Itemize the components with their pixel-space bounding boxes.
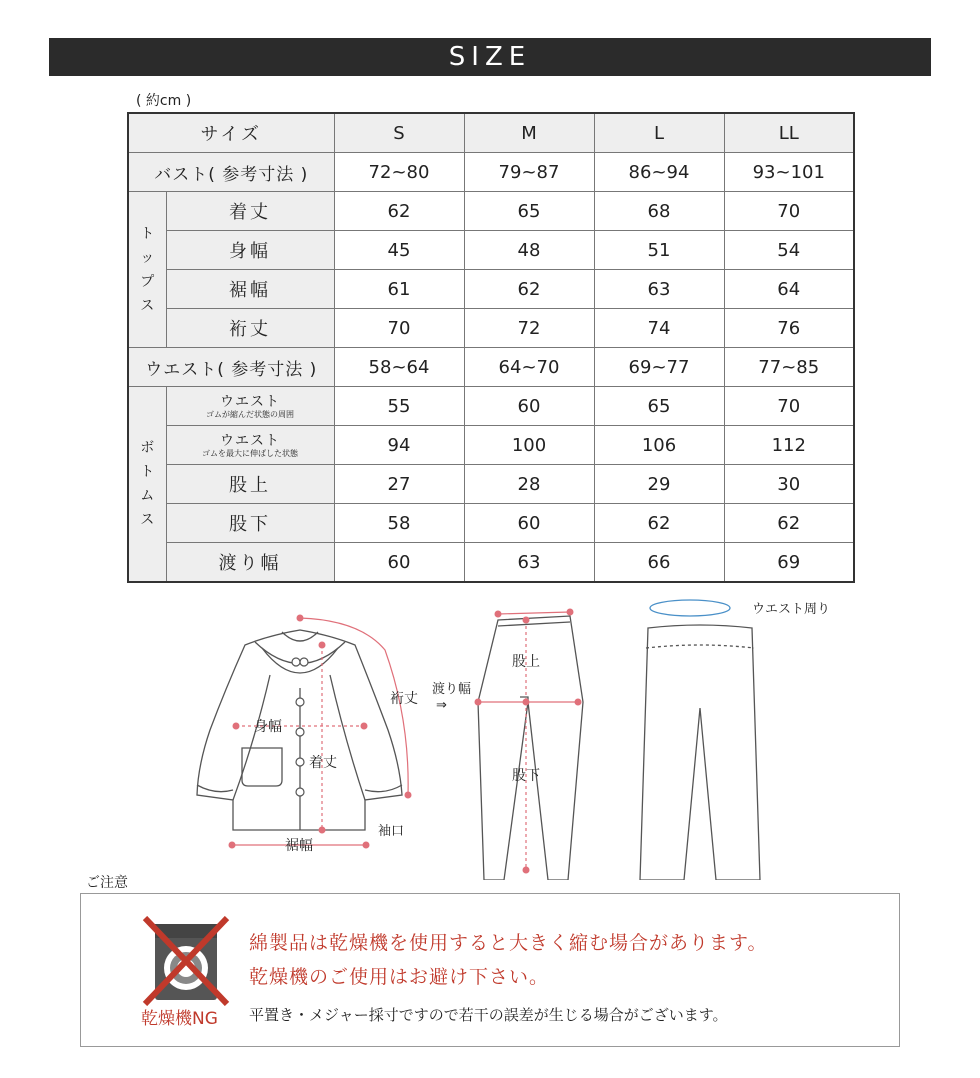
dryer-ng-icon: [141, 916, 231, 1006]
row-label-main: ウエスト: [220, 393, 280, 410]
diagram-watarihaba-label: 渡り幅: [432, 682, 472, 697]
row-label-sub: ゴムが縮んだ状態の周囲: [206, 409, 294, 419]
diagram-matashita-label: 股下: [512, 768, 540, 784]
table-cell: 76: [724, 309, 854, 348]
table-row: [128, 270, 854, 309]
table-cell: 93~101: [724, 153, 854, 192]
table-row: [128, 231, 854, 270]
row-label: 股下: [166, 504, 334, 543]
caution-box: [80, 893, 900, 1047]
row-label: [166, 426, 334, 465]
table-cell: 106: [594, 426, 724, 465]
diagram-matagami-label: 股上: [512, 654, 540, 670]
row-label-sub: ゴムを最大に伸ばした状態: [202, 448, 298, 458]
table-header-row: [128, 113, 854, 153]
table-cell: 55: [334, 387, 464, 426]
table-row: [128, 387, 854, 426]
table-cell: 64: [724, 270, 854, 309]
table-cell: 112: [724, 426, 854, 465]
diagram-waist-around-label: ウエスト周り: [752, 602, 831, 617]
header-size-l: L: [594, 113, 724, 153]
header-size-m: M: [464, 113, 594, 153]
table-row: [128, 426, 854, 465]
diagram-sodeguchi-label: 袖口: [378, 824, 405, 839]
size-table: [127, 112, 855, 583]
table-cell: 54: [724, 231, 854, 270]
table-cell: 69~77: [594, 348, 724, 387]
table-cell: 60: [464, 504, 594, 543]
table-row: [128, 504, 854, 543]
table-row: [128, 543, 854, 583]
table-row: [128, 192, 854, 231]
table-cell: 30: [724, 465, 854, 504]
table-cell: 27: [334, 465, 464, 504]
group-char: ム: [140, 488, 155, 504]
row-label: 裾幅: [166, 270, 334, 309]
table-cell: 58: [334, 504, 464, 543]
table-cell: 65: [594, 387, 724, 426]
table-cell: 61: [334, 270, 464, 309]
table-cell: 70: [724, 387, 854, 426]
diagram-mihaba-label: 身幅: [254, 719, 282, 735]
table-cell: 100: [464, 426, 594, 465]
table-cell: 48: [464, 231, 594, 270]
table-cell: 69: [724, 543, 854, 583]
row-label: 身幅: [166, 231, 334, 270]
table-cell: 65: [464, 192, 594, 231]
bust-row: [128, 153, 854, 192]
group-char: ス: [140, 297, 155, 314]
table-cell: 60: [334, 543, 464, 583]
table-cell: 62: [464, 270, 594, 309]
table-cell: 62: [594, 504, 724, 543]
size-banner: [49, 38, 931, 76]
caution-label: ご注意: [86, 875, 128, 891]
caution-message-1: 綿製品は乾燥機を使用すると大きく縮む場合があります。: [249, 932, 768, 954]
row-label: 股上: [166, 465, 334, 504]
table-cell: 63: [464, 543, 594, 583]
table-cell: 63: [594, 270, 724, 309]
header-size-s: S: [334, 113, 464, 153]
table-cell: 60: [464, 387, 594, 426]
table-cell: 62: [334, 192, 464, 231]
pants-measure-lines: [478, 612, 578, 870]
diagram-yuki-label: 裄丈: [390, 691, 418, 707]
unit-note: ( 約cm ): [136, 93, 192, 109]
table-cell: 72: [464, 309, 594, 348]
table-cell: 58~64: [334, 348, 464, 387]
measurement-diagram: [0, 590, 980, 880]
diagram-kitake-label: 着丈: [309, 755, 337, 771]
diagram-susohaba-label: 裾幅: [285, 838, 313, 854]
table-cell: 70: [724, 192, 854, 231]
header-size-label: サイズ: [128, 113, 334, 153]
table-cell: 51: [594, 231, 724, 270]
row-label-main: ウエスト: [220, 432, 280, 449]
caution-message-3: 平置き・メジャー採寸ですので若干の誤差が生じる場合がございます。: [249, 1006, 728, 1024]
bottoms-group-label: [128, 387, 166, 583]
caution-message-2: 乾燥機のご使用はお避け下さい。: [249, 966, 550, 988]
waist-row: [128, 348, 854, 387]
ng-label: 乾燥機NG: [141, 1009, 218, 1029]
table-cell: 79~87: [464, 153, 594, 192]
table-cell: 29: [594, 465, 724, 504]
table-row: [128, 309, 854, 348]
table-cell: 28: [464, 465, 594, 504]
table-cell: 68: [594, 192, 724, 231]
table-row: [128, 465, 854, 504]
group-char: ト: [140, 225, 155, 242]
waist-around-arrow: [650, 600, 730, 616]
table-cell: 86~94: [594, 153, 724, 192]
table-cell: 66: [594, 543, 724, 583]
table-cell: 77~85: [724, 348, 854, 387]
table-cell: 72~80: [334, 153, 464, 192]
row-label: [166, 387, 334, 426]
row-label: 渡り幅: [166, 543, 334, 583]
table-cell: 62: [724, 504, 854, 543]
waist-label: ウエスト( 参考寸法 ): [128, 348, 334, 387]
header-size-ll: LL: [724, 113, 854, 153]
table-cell: 70: [334, 309, 464, 348]
group-char: ッ: [140, 249, 155, 266]
group-char: ス: [140, 512, 155, 528]
banner-title: SIZE: [448, 42, 532, 72]
table-cell: 64~70: [464, 348, 594, 387]
diagram-arrow: ⇒: [436, 698, 447, 713]
table-cell: 94: [334, 426, 464, 465]
row-label: 裄丈: [166, 309, 334, 348]
row-label: 着丈: [166, 192, 334, 231]
table-cell: 45: [334, 231, 464, 270]
group-char: プ: [140, 273, 155, 290]
bust-label: バスト( 参考寸法 ): [128, 153, 334, 192]
table-cell: 74: [594, 309, 724, 348]
group-char: ト: [140, 464, 155, 480]
pants-front-illustration: [640, 625, 760, 880]
group-char: ボ: [140, 440, 155, 456]
tops-group-label: [128, 192, 166, 348]
